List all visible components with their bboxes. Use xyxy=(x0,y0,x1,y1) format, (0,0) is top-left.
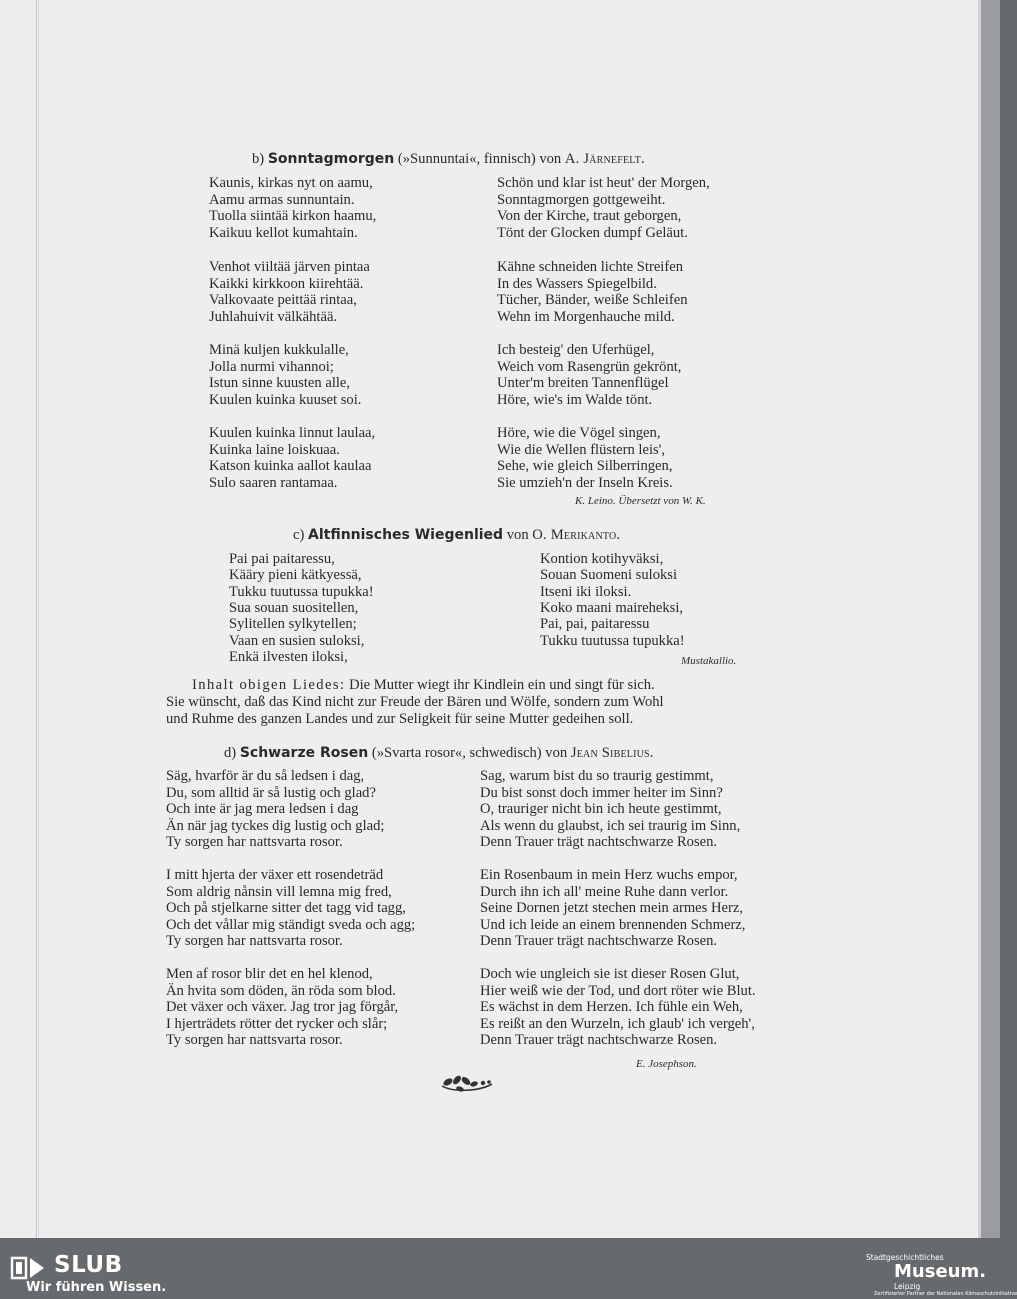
verse-line: Du, som alltid är så lustig och glad? xyxy=(166,784,376,801)
verse-line: Ty sorgen har nattsvarta rosor. xyxy=(166,933,343,950)
verse-line: Aamu armas sunnuntain. xyxy=(209,191,355,208)
verse-line: Kähne schneiden lichte Streifen xyxy=(497,259,683,275)
verse-line: O, trauriger nicht bin ich heute gestimmt, xyxy=(480,801,722,818)
verse-line: Denn Trauer trägt nachtschwarze Rosen. xyxy=(480,834,718,851)
verse-line: Wehn im Morgenhauche mild. xyxy=(497,308,675,325)
verse-line: Höre, wie die Vögel singen, xyxy=(497,425,661,441)
verse-line: Koko maani maireheksi, xyxy=(540,599,684,616)
verse-line: Kuulen kuinka linnut laulaa, xyxy=(209,425,376,441)
verse-line: Als wenn du glaubst, ich sei traurig im Sinn, xyxy=(480,817,741,834)
summary-row-1 xyxy=(166,677,664,694)
verse-line: Unter'm breiten Tannenflügel xyxy=(497,375,669,391)
song-d-subtitle: (»Svarta rosor«, schwedisch) von xyxy=(371,745,568,761)
verse-line: Sehe, wie gleich Silberringen, xyxy=(497,458,673,474)
verse-line: I hjerträdets rötter det rycker och slår; xyxy=(166,1015,388,1032)
song-c-label: c) xyxy=(293,527,305,543)
verse-line: Denn Trauer trägt nachtschwarze Rosen. xyxy=(480,1032,718,1049)
museum-logo-name: Museum. xyxy=(894,1261,987,1282)
verse-line: Ty sorgen har nattsvarta rosor. xyxy=(166,834,343,851)
floral-vignette-icon xyxy=(438,1072,496,1094)
verse-line: Sag, warum bist du so traurig gestimmt, xyxy=(480,768,714,784)
verse-line: Kääry pieni kätkyessä, xyxy=(229,567,362,584)
verse-line: Katson kuinka aallot kaulaa xyxy=(209,458,372,474)
verse-line: Souan Suomeni suloksi xyxy=(540,567,678,584)
song-b-subtitle: (»Sunnuntai«, finnisch) von xyxy=(397,151,562,167)
slub-name: SLUB xyxy=(54,1252,123,1278)
song-b-title: Sonntagmorgen xyxy=(267,151,395,167)
verse-line: Juhlahuivit välkähtää. xyxy=(209,308,338,325)
verse-line: Sua souan suositellen, xyxy=(229,599,359,616)
song-d-attribution: E. Josephson. xyxy=(636,1058,697,1070)
verse-line: Sulo saaren rantamaa. xyxy=(209,474,338,491)
summary-line-3: und Ruhme des ganzen Landes und zur Seligkeit für seine Mutter gedeihen soll. xyxy=(166,711,634,727)
museum-logo-cert: Zertifizierter Partner der Nationalen Klimaschutzinitiative xyxy=(874,1291,1017,1297)
page-right-edge-highlight xyxy=(978,0,981,1238)
museum-logo[interactable] xyxy=(866,1253,1017,1299)
verse-line: Tukku tuutussa tupukka! xyxy=(229,583,374,600)
song-c-title: Altfinnisches Wiegenlied xyxy=(308,527,504,543)
verse-line: Doch wie ungleich sie ist dieser Rosen Glut, xyxy=(480,966,740,982)
summary-lead: Inhalt obigen Liedes: xyxy=(192,677,346,693)
verse-line: Pai, pai, paitaressu xyxy=(540,616,650,633)
verse-line: Kaunis, kirkas nyt on aamu, xyxy=(209,175,373,191)
verse-line: Wie die Wellen flüstern leis', xyxy=(497,441,665,458)
verse-line: Än när jag tyckes dig lustig och glad; xyxy=(166,817,385,834)
verse-line: Kuinka laine loiskuaa. xyxy=(209,441,340,458)
verse-line: Venhot viiltää järven pintaa xyxy=(209,259,370,275)
verse-line: Kuulen kuinka kuuset soi. xyxy=(209,391,362,408)
museum-logo-top: Stadtgeschichtliches xyxy=(866,1253,944,1262)
song-b-attribution: K. Leino. Übersetzt von W. K. xyxy=(575,495,706,507)
verse-line: Kaikki kirkkoon kiirehtää. xyxy=(209,275,364,292)
song-b-label: b) xyxy=(252,151,265,167)
verse-line: Ich besteig' den Uferhügel, xyxy=(497,342,655,358)
verse-line: Tönt der Glocken dumpf Geläut. xyxy=(497,224,688,241)
page-right-edge xyxy=(978,0,1000,1238)
song-b-composer: A. Järnefelt. xyxy=(564,151,645,167)
summary-line-2: Sie wünscht, daß das Kind nicht zur Freude der Bären und Wölfe, sondern zum Wohl xyxy=(166,694,664,710)
verse-line: Som aldrig nånsin vill lemna mig fred, xyxy=(166,883,392,900)
verse-line: Höre, wie's im Walde tönt. xyxy=(497,391,653,408)
verse-line: I mitt hjerta der växer ett rosendeträd xyxy=(166,867,384,883)
verse-line: Kontion kotihyväksi, xyxy=(540,551,664,567)
verse-line: Och det vållar mig ständigt sveda och agg; xyxy=(166,916,416,933)
song-d-title: Schwarze Rosen xyxy=(239,745,369,761)
verse-line: Och inte är jag mera ledsen i dag xyxy=(166,801,359,818)
verse-line: Durch ihn ich all' meine Ruhe dann verlor. xyxy=(480,883,729,900)
verse-line: Schön und klar ist heut' der Morgen, xyxy=(497,175,710,191)
verse-line: Enkä ilvesten iloksi, xyxy=(229,648,348,665)
verse-line: Von der Kirche, traut geborgen, xyxy=(497,208,682,224)
verse-line: Än hvita som döden, än röda som blod. xyxy=(166,982,396,999)
song-d-composer: Jean Sibelius. xyxy=(570,745,654,761)
verse-line: Sie umzieh'n der Inseln Kreis. xyxy=(497,474,673,491)
song-d-heading xyxy=(224,745,654,762)
verse-line: Kaikuu kellot kumahtain. xyxy=(209,224,358,241)
verse-line: Es wächst in dem Herzen. Ich fühle ein Weh, xyxy=(480,999,743,1016)
verse-line: Men af rosor blir det en hel klenod, xyxy=(166,966,373,982)
verse-line: Pai pai paitaressu, xyxy=(229,551,335,567)
slub-logo-icon xyxy=(10,1256,46,1280)
song-c-heading xyxy=(293,527,620,544)
verse-line: Tukku tuutussa tupukka! xyxy=(540,632,685,649)
song-c-subtitle: von xyxy=(506,527,529,543)
verse-line: Sylitellen sylkytellen; xyxy=(229,616,357,633)
slub-logo[interactable] xyxy=(10,1254,190,1299)
verse-line: Och på stjelkarne sitter det tagg vid tagg, xyxy=(166,900,406,917)
song-c-composer: O. Merikanto. xyxy=(532,527,621,543)
song-d-label: d) xyxy=(224,745,237,761)
slub-tagline: Wir führen Wissen. xyxy=(26,1280,167,1295)
verse-line: Säg, hvarför är du så ledsen i dag, xyxy=(166,768,365,784)
verse-line: Jolla nurmi vihannoi; xyxy=(209,358,334,375)
verse-line: Det växer och växer. Jag tror jag förgår, xyxy=(166,999,399,1016)
verse-line: Vaan en susien suloksi, xyxy=(229,632,365,649)
verse-line: Seine Dornen jetzt stechen mein armes Herz, xyxy=(480,900,743,917)
verse-line: Minä kuljen kukkulalle, xyxy=(209,342,349,358)
verse-line: Tuolla siintää kirkon haamu, xyxy=(209,208,377,224)
verse-line: Und ich leide an einem brennenden Schmerz, xyxy=(480,916,746,933)
verse-line: Tücher, Bänder, weiße Schleifen xyxy=(497,292,688,308)
verse-line: Weich vom Rasengrün gekrönt, xyxy=(497,358,682,375)
verse-line: Ty sorgen har nattsvarta rosor. xyxy=(166,1032,343,1049)
verse-line: Hier weiß wie der Tod, und dort röter wie Blut. xyxy=(480,982,756,999)
summary-line-1: Die Mutter wiegt ihr Kindlein ein und singt für sich. xyxy=(349,677,655,693)
song-c-summary xyxy=(166,677,664,728)
verse-line: Denn Trauer trägt nachtschwarze Rosen. xyxy=(480,933,718,950)
verse-line: Istun sinne kuusten alle, xyxy=(209,375,351,391)
verse-line: Du bist sonst doch immer heiter im Sinn? xyxy=(480,784,723,801)
verse-line: Itseni iki iloksi. xyxy=(540,583,632,600)
museum-logo-city: Leipzig xyxy=(894,1282,921,1291)
verse-line: Valkovaate peittää rintaa, xyxy=(209,292,357,308)
verse-line: Ein Rosenbaum in mein Herz wuchs empor, xyxy=(480,867,738,883)
verse-line: In des Wassers Spiegelbild. xyxy=(497,275,657,292)
verse-line: Es reißt an den Wurzeln, ich glaub' ich vergeh', xyxy=(480,1015,755,1032)
page-spine-line xyxy=(36,0,37,1238)
page-spine-shadow xyxy=(38,0,39,1238)
verse-line: Sonntagmorgen gottgeweiht. xyxy=(497,191,666,208)
song-b-heading xyxy=(252,151,645,168)
song-c-attribution: Mustakallio. xyxy=(681,655,737,667)
